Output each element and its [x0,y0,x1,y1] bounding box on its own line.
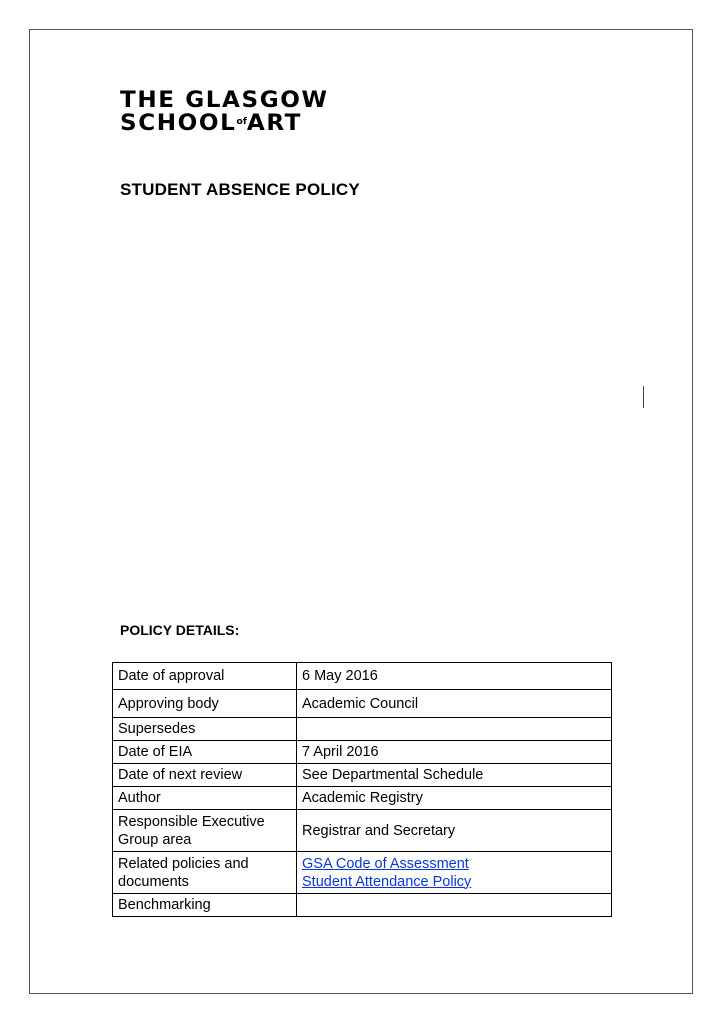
row-value-links [297,852,612,894]
row-value: See Departmental Schedule [297,764,612,787]
policy-details-table [112,662,612,917]
table-row [113,764,612,787]
logo-school: SCHOOL [120,111,237,136]
row-label: Author [113,787,297,810]
row-label: Supersedes [113,718,297,741]
gsa-logo [120,89,362,135]
row-value: 7 April 2016 [297,741,612,764]
table-row [113,894,612,917]
logo-art: ART [246,111,302,136]
gsa-code-of-assessment-link[interactable]: GSA Code of Assessment [302,855,469,872]
table-row [113,741,612,764]
row-label: Date of EIA [113,741,297,764]
table-row [113,852,612,894]
table-row [113,690,612,718]
logo-of: of [236,117,247,127]
policy-details-heading: POLICY DETAILS: [120,622,240,638]
row-label: Date of approval [113,663,297,690]
row-label: Date of next review [113,764,297,787]
table-row [113,718,612,741]
row-value: Academic Council [297,690,612,718]
student-attendance-policy-link[interactable]: Student Attendance Policy [302,873,472,890]
table-row [113,810,612,852]
row-label: Responsible Executive Group area [113,810,297,852]
row-value [297,894,612,917]
logo-line-2 [120,112,362,135]
document-title: STUDENT ABSENCE POLICY [120,180,360,199]
table-row [113,663,612,690]
logo-line-1: THE GLASGOW [120,88,329,113]
row-value [297,718,612,741]
row-label: Related policies and documents [113,852,297,894]
row-label: Benchmarking [113,894,297,917]
row-value: Registrar and Secretary [297,810,612,852]
text-cursor [643,386,644,408]
row-value: Academic Registry [297,787,612,810]
row-value: 6 May 2016 [297,663,612,690]
table-row [113,787,612,810]
row-label: Approving body [113,690,297,718]
